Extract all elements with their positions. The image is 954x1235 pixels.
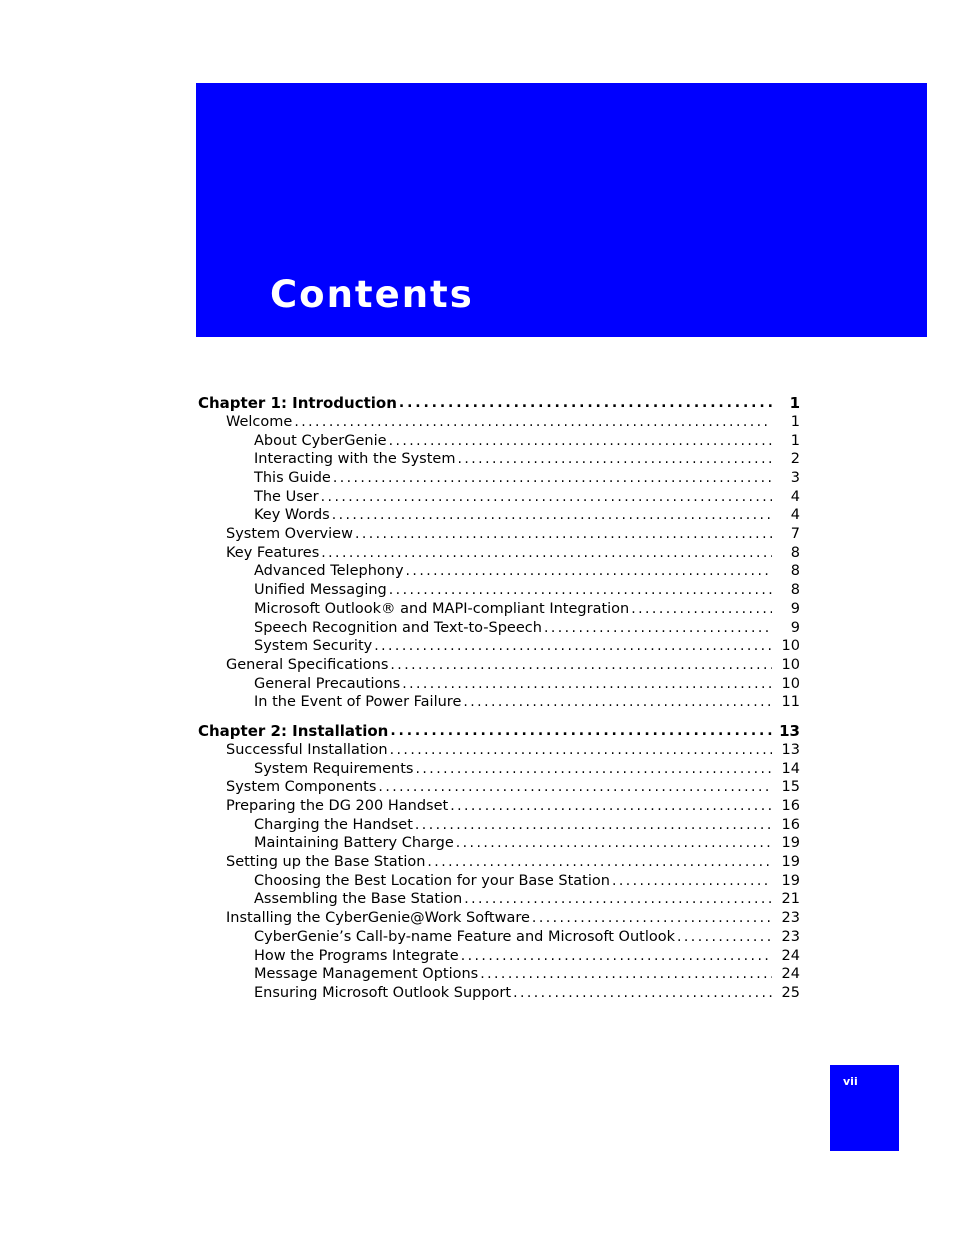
toc-entry[interactable]	[198, 693, 800, 712]
toc-entry-label: Maintaining Battery Charge	[254, 835, 454, 852]
toc-entry-label: System Components	[226, 779, 377, 796]
toc-entry[interactable]	[198, 891, 800, 910]
dot-leader	[464, 890, 772, 909]
toc-entry[interactable]	[198, 600, 800, 619]
dot-leader	[399, 393, 772, 413]
toc-entry-label: Successful Installation	[226, 741, 388, 758]
dot-leader	[333, 469, 772, 488]
dot-leader	[402, 675, 772, 694]
dot-leader	[415, 816, 772, 835]
dot-leader	[461, 947, 772, 966]
toc-entry-page: 19	[781, 872, 800, 889]
toc-entry[interactable]	[198, 432, 800, 451]
toc-entry[interactable]	[198, 581, 800, 600]
toc-entry-page: 19	[781, 835, 800, 852]
toc-entry[interactable]	[198, 563, 800, 582]
dot-leader	[513, 984, 772, 1003]
dot-leader	[390, 721, 772, 741]
dot-leader	[427, 853, 772, 872]
toc-entry[interactable]	[198, 488, 800, 507]
toc-entry-page: 9	[790, 600, 800, 617]
toc-entry-page: 3	[790, 470, 800, 487]
toc-entry-label: Welcome	[226, 413, 293, 430]
toc-entry-label: How the Programs Integrate	[254, 947, 459, 964]
dot-leader	[321, 488, 772, 507]
toc-entry-label: CyberGenie’s Call-by-name Feature and Microsoft Outlook	[254, 928, 675, 945]
toc-entry-page: 7	[790, 526, 800, 543]
toc-entry[interactable]	[198, 760, 800, 779]
toc-entry-page: 8	[790, 544, 800, 561]
toc-entry-page: 1	[790, 432, 800, 449]
toc-entry[interactable]	[198, 450, 800, 469]
toc-entry[interactable]	[198, 637, 800, 656]
toc-entry[interactable]	[198, 816, 800, 835]
toc-entry[interactable]	[198, 853, 800, 872]
toc-entry-page: 23	[781, 928, 800, 945]
toc-entry-label: Microsoft Outlook® and MAPI-compliant Integration	[254, 600, 630, 617]
dot-leader	[416, 760, 773, 779]
toc-entry[interactable]	[198, 909, 800, 928]
toc-entry-label: Setting up the Base Station	[226, 854, 426, 871]
dot-leader	[389, 432, 772, 451]
toc-entry-label: Choosing the Best Location for your Base Station	[254, 872, 610, 889]
toc-chapter-entry[interactable]	[198, 393, 800, 413]
page-title: Contents	[270, 273, 474, 316]
toc-entry-page: 23	[781, 910, 800, 927]
toc-entry-label: Preparing the DG 200 Handset	[226, 798, 449, 815]
toc-entry[interactable]	[198, 619, 800, 638]
toc-entry-page: 21	[781, 891, 800, 908]
toc-entry-page: 10	[781, 656, 800, 673]
title-banner	[196, 83, 927, 337]
dot-leader	[355, 525, 772, 544]
toc-entry-label: Charging the Handset	[254, 816, 413, 833]
toc-entry[interactable]	[198, 797, 800, 816]
dot-leader	[378, 778, 772, 797]
toc-entry-page: 15	[781, 779, 800, 796]
table-of-contents	[198, 393, 800, 1012]
toc-entry-label: Chapter 2: Installation	[198, 722, 389, 740]
toc-entry-label: System Security	[254, 638, 373, 655]
toc-entry[interactable]	[198, 413, 800, 432]
toc-entry-page: 13	[781, 741, 800, 758]
toc-entry-label: About CyberGenie	[254, 432, 387, 449]
toc-entry[interactable]	[198, 947, 800, 966]
toc-entry-label: Chapter 1: Introduction	[198, 394, 397, 412]
toc-entry-page: 14	[781, 760, 800, 777]
toc-entry-page: 8	[790, 563, 800, 580]
toc-entry[interactable]	[198, 741, 800, 760]
toc-entry[interactable]	[198, 544, 800, 563]
toc-entry-label: Unified Messaging	[254, 582, 387, 599]
toc-entry-page: 10	[781, 675, 800, 692]
dot-leader	[612, 872, 772, 891]
toc-entry-page: 8	[790, 582, 800, 599]
dot-leader	[677, 928, 772, 947]
toc-entry[interactable]	[198, 984, 800, 1003]
toc-entry-page: 24	[781, 966, 800, 983]
toc-entry[interactable]	[198, 778, 800, 797]
toc-entry[interactable]	[198, 469, 800, 488]
dot-leader	[294, 413, 772, 432]
toc-entry-page: 16	[781, 816, 800, 833]
toc-entry-page: 10	[781, 638, 800, 655]
toc-entry-page: 11	[781, 694, 800, 711]
toc-entry[interactable]	[198, 675, 800, 694]
toc-chapter	[198, 393, 800, 712]
toc-chapter-entry[interactable]	[198, 721, 800, 741]
toc-entry-label: Message Management Options	[254, 966, 479, 983]
toc-entry-label: Assembling the Base Station	[254, 891, 463, 908]
toc-chapter	[198, 721, 800, 1003]
dot-leader	[321, 544, 772, 563]
toc-entry-label: Interacting with the System	[254, 451, 456, 468]
toc-entry-label: System Requirements	[254, 760, 414, 777]
dot-leader	[631, 600, 772, 619]
dot-leader	[374, 637, 772, 656]
toc-entry-page: 9	[790, 619, 800, 636]
toc-entry-page: 16	[781, 798, 800, 815]
toc-entry-label: This Guide	[254, 470, 331, 487]
toc-entry[interactable]	[198, 506, 800, 525]
dot-leader	[463, 693, 772, 712]
toc-entry-page: 1	[790, 413, 800, 430]
dot-leader	[332, 506, 772, 525]
toc-entry-label: General Precautions	[254, 675, 401, 692]
dot-leader	[480, 965, 772, 984]
toc-entry-page: 19	[781, 854, 800, 871]
toc-entry[interactable]	[198, 928, 800, 947]
dot-leader	[532, 909, 772, 928]
toc-entry-label: Advanced Telephony	[254, 563, 404, 580]
toc-entry-page: 1	[789, 394, 800, 412]
toc-entry-label: The User	[254, 488, 319, 505]
page-number-tab	[830, 1065, 899, 1151]
toc-entry-page: 2	[790, 451, 800, 468]
toc-entry-page: 4	[790, 488, 800, 505]
dot-leader	[457, 450, 772, 469]
toc-entry-label: Key Features	[226, 544, 320, 561]
toc-entry[interactable]	[198, 525, 800, 544]
toc-entry[interactable]	[198, 872, 800, 891]
toc-entry-label: Ensuring Microsoft Outlook Support	[254, 984, 512, 1001]
toc-entry-page: 25	[781, 984, 800, 1001]
dot-leader	[544, 619, 772, 638]
dot-leader	[390, 656, 772, 675]
toc-entry[interactable]	[198, 656, 800, 675]
toc-entry-page: 24	[781, 947, 800, 964]
toc-entry-label: In the Event of Power Failure	[254, 694, 462, 711]
toc-entry-label: System Overview	[226, 526, 353, 543]
dot-leader	[406, 562, 772, 581]
toc-entry[interactable]	[198, 834, 800, 853]
dot-leader	[456, 834, 772, 853]
toc-entry-page: 13	[779, 722, 800, 740]
toc-entry-label: Speech Recognition and Text-to-Speech	[254, 619, 542, 636]
page-number: vii	[843, 1075, 858, 1088]
dot-leader	[450, 797, 772, 816]
toc-entry[interactable]	[198, 965, 800, 984]
dot-leader	[390, 741, 772, 760]
toc-entry-label: Key Words	[254, 507, 330, 524]
dot-leader	[389, 581, 772, 600]
toc-entry-page: 4	[790, 507, 800, 524]
toc-entry-label: General Specifications	[226, 656, 389, 673]
toc-entry-label: Installing the CyberGenie@Work Software	[226, 910, 530, 927]
